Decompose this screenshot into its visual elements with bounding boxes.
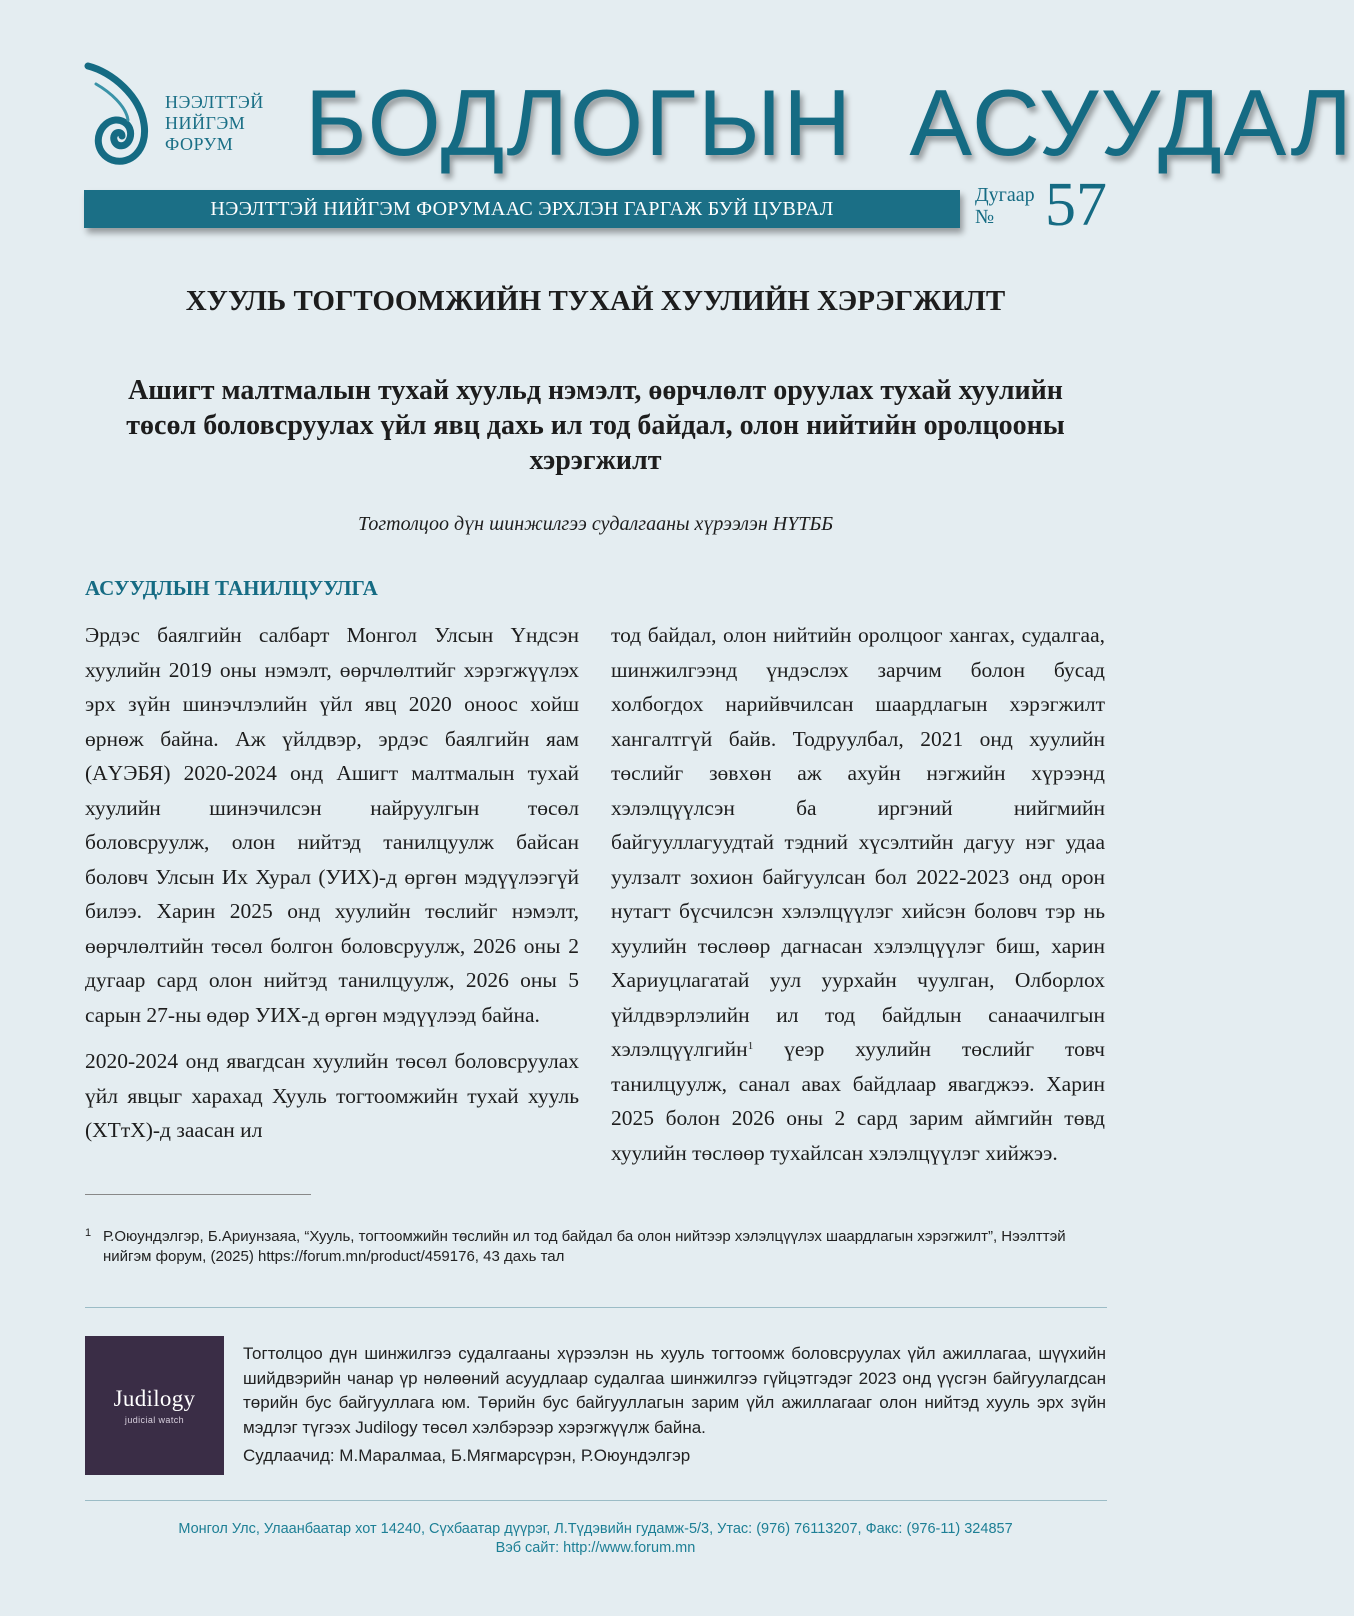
publication-title: БОДЛОГЫН АСУУДАЛ	[305, 70, 1354, 175]
judilogy-logo-name: Judilogy	[113, 1386, 196, 1411]
right-column	[611, 618, 1105, 1182]
footnote-reference[interactable]: 1	[747, 1040, 754, 1052]
footnote-text: Р.Оюундэлгэр, Б.Ариунзаяа, “Хууль, тогтоомжийн төслийн ил тод байдал ба олон нийтээр хэлэлцүүлэх шаардлагын хэрэгжилт”, Нээлттэй нийгэм форум, (2025) https://forum.mn/product/459176, 43 дахь тал	[103, 1228, 1066, 1265]
footnote-mark: 1	[85, 1227, 92, 1239]
footnote	[85, 1227, 1085, 1266]
body-paragraph	[611, 618, 1105, 1170]
researchers: Судлаачид: М.Маралмаа, Б.Мягмарсүрэн, Р.Оюундэлгэр	[243, 1446, 691, 1465]
forum-name-line-3: ФОРУМ	[165, 134, 234, 154]
divider	[85, 1307, 1107, 1308]
issue-label-word: Дугаар	[975, 184, 1035, 206]
article-byline: Тогтолцоо дүн шинжилгээ судалгааны хүрээлэн НҮТББ	[357, 513, 834, 535]
contact-website[interactable]: Вэб сайт: http://www.forum.mn	[495, 1540, 696, 1556]
divider	[85, 1500, 1107, 1501]
judilogy-logo-tagline: judicial watch	[124, 1415, 185, 1425]
article-title: ХУУЛЬ ТОГТООМЖИЙН ТУХАЙ ХУУЛИЙН ХЭРЭГЖИЛТ	[185, 285, 1006, 317]
body-paragraph: Эрдэс баялгийн салбарт Монгол Улсын Үндсэн хуулийн 2019 оны нэмэлт, өөрчлөлтийг хэрэгжүүлэх эрх зүйн шинэчлэлийн үйл явц 2020 оноос хойш өрнөж байна. Аж үйлдвэр, эрдэс баялгийн яам (АҮЭБЯ) 2020-2024 онд Ашигт малтмалын тухай хуулийн шинэчилсэн найруулгын төсөл боловсруулж, олон нийтэд танилцуулж байсан боловч Улсын Их Хурал (УИХ)-д өргөн мэдүүлээгүй билээ. Харин 2025 онд хуулийн төслийг нэмэлт, өөрчлөлтийн төсөл болгон боловсруулж, 2026 оны 2 дугаар сард олон нийтэд танилцуулж, 2026 оны 5 сарын 27-ны өдөр УИХ-д өргөн мэдүүлээд байна.	[85, 623, 579, 1027]
issue-number: 57	[1045, 171, 1107, 239]
contact-info	[0, 1520, 1191, 1558]
forum-name-line-2: НИЙГЭМ	[165, 113, 246, 133]
judilogy-logo	[85, 1336, 224, 1475]
body-paragraph: 2020-2024 онд явагдсан хуулийн төсөл боловсруулах үйл явцыг харахад Хууль тогтоомжийн тухай хууль (ХТтХ)-д заасан ил	[85, 1049, 579, 1142]
body-text: тод байдал, олон нийтийн оролцоог хангах, судалгаа, шинжилгээнд үндэслэх зарчим болон бусад холбогдох нарийвчилсан шаардлагын хэрэгжилт хангалтгүй байв. Тодруулбал, 2021 онд хуулийн төслийг зөвхөн аж ахуйн нэгжийн хүрээнд хэлэлцүүлсэн ба иргэний нийгмийн байгууллагуудтай тэдний хүсэлтийн дагуу нэг удаа уулзалт зохион байгуулсан бол 2022-2023 онд орон нутагт бүсчилсэн хэлэлцүүлэг хийсэн боловч тэр нь хуулийн төслөөр дагнасан хэлэлцүүлэг биш, харин Хариуцлагатай уул уурхайн чуулган, Олборлох үйлдвэрлэлийн ил тод байдлын санаачилгын хэлэлцүүлгийн	[611, 623, 1105, 1061]
section-heading: АСУУДЛЫН ТАНИЛЦУУЛГА	[85, 576, 378, 600]
spiral-swirl-icon	[82, 62, 162, 172]
left-column	[85, 618, 579, 1160]
article-subtitle: Ашигт малтмалын тухай хуульд нэмэлт, өөрчлөлт оруулах тухай хуулийн төсөл боловсруулах үйл явц дахь ил тод байдал, олон нийтийн оролцооны хэрэгжилт	[126, 375, 1065, 476]
about-organization	[243, 1342, 1106, 1469]
forum-name	[165, 92, 285, 155]
issue-label-symbol: №	[975, 206, 995, 228]
body-text: үеэр хуулийн төслийг товч танилцуулж, санал авах байдлаар явагджээ. Харин 2025 болон 2026 оны 2 сард зарим аймгийн төвд хуулийн төслөөр тухайлсан хэлэлцүүлэг хийжээ.	[611, 1037, 1105, 1165]
footnote-divider	[85, 1194, 311, 1195]
forum-name-line-1: НЭЭЛТТЭЙ	[165, 92, 264, 112]
about-description: Тогтолцоо дүн шинжилгээ судалгааны хүрээлэн нь хууль тогтоомж боловсруулах үйл ажиллагаа, шүүхийн шийдвэрийн чанар үр нөлөөний асуудлаар судалгаа шинжилгээ гүйцэтгэдэг 2023 онд үүсгэн байгуулагдсан төрийн бус байгууллага юм. Төрийн бус байгууллагын зарим үйл ажиллагааг олон нийтэд хууль эрх зүйн мэдлэг түгээх Judilogy төсөл хэлбэрээр хэрэгжүүлж байна.	[243, 1344, 1106, 1437]
contact-address: Монгол Улс, Улаанбаатар хот 14240, Сүхбаатар дүүрэг, Л.Түдэвийн гудамж-5/3, Утас: (976) 76113207, Факс: (976-11) 324857	[178, 1521, 1013, 1537]
series-band: НЭЭЛТТЭЙ НИЙГЭМ ФОРУМААС ЭРХЛЭН ГАРГАЖ БУЙ ЦУВРАЛ	[84, 190, 960, 228]
issue-label	[975, 184, 1045, 228]
